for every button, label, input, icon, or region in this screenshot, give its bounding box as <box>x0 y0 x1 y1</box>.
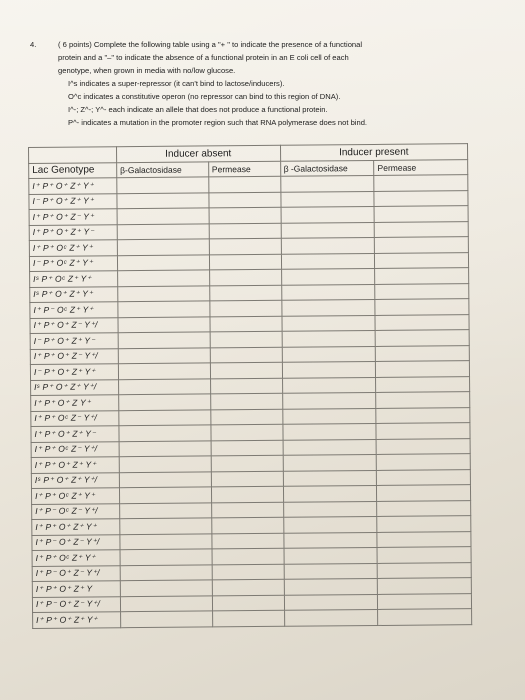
beta-gal-absent-cell[interactable] <box>119 440 211 456</box>
permease-present-cell[interactable] <box>375 314 469 330</box>
beta-gal-absent-cell[interactable] <box>118 316 210 332</box>
genotype-cell: I⁺ P⁺ O⁺ Z Y⁺ <box>31 395 119 411</box>
permease-present-cell[interactable] <box>377 469 471 485</box>
permease-present-cell[interactable] <box>377 454 471 470</box>
genotype-cell: I⁺ P⁺ O⁺ Z⁺ Y <box>32 581 120 597</box>
permease-absent-cell[interactable] <box>212 564 284 580</box>
beta-gal-absent-cell[interactable] <box>119 425 211 441</box>
permease-absent-cell[interactable] <box>211 502 283 518</box>
permease-present-cell[interactable] <box>376 376 470 392</box>
genotype-cell: I⁺ P⁻ Oᶜ Z⁺ Y⁺ <box>30 302 118 318</box>
permease-absent-cell[interactable] <box>210 316 282 332</box>
beta-gal-present-cell[interactable] <box>281 253 375 269</box>
genotype-cell: I⁺ P⁺ O⁺ Z⁺ Y⁺ <box>29 178 117 194</box>
genotype-cell: I⁺ P⁻ O⁺ Z⁻ Y⁺/ <box>32 596 120 612</box>
permease-present-cell[interactable] <box>377 547 471 563</box>
beta-gal-present-header: β -Galactosidase <box>280 160 374 176</box>
beta-gal-present-cell[interactable] <box>283 470 377 486</box>
beta-gal-absent-cell[interactable] <box>119 409 211 425</box>
inducer-present-header: Inducer present <box>280 144 468 161</box>
inducer-absent-header: Inducer absent <box>116 145 280 162</box>
question-line: I^-; Z^-; Y^- each indicate an allele that does not produce a functional protein. <box>68 105 328 114</box>
lac-genotype-header: Lac Genotype <box>29 162 117 178</box>
permease-absent-cell[interactable] <box>210 331 282 347</box>
permease-absent-cell[interactable] <box>210 378 282 394</box>
permease-absent-cell[interactable] <box>211 486 283 502</box>
beta-gal-absent-cell[interactable] <box>119 456 211 472</box>
permease-present-cell[interactable] <box>378 593 472 609</box>
beta-gal-present-cell[interactable] <box>281 315 375 331</box>
beta-gal-absent-cell[interactable] <box>118 378 210 394</box>
permease-absent-cell[interactable] <box>211 409 283 425</box>
beta-gal-absent-cell[interactable] <box>120 564 212 580</box>
beta-gal-present-cell[interactable] <box>284 594 378 610</box>
permease-absent-cell[interactable] <box>212 610 284 626</box>
lac-operon-table <box>28 143 472 628</box>
permease-present-cell[interactable] <box>378 609 472 625</box>
genotype-cell: I⁺ P⁺ Oᶜ Z⁻ Y⁺/ <box>31 410 119 426</box>
question-line: ( 6 points) Complete the following table using a "+ " to indicate the presence of a functional <box>58 40 363 49</box>
permease-absent-cell[interactable] <box>209 223 281 239</box>
permease-present-cell[interactable] <box>374 221 468 237</box>
beta-gal-present-cell[interactable] <box>284 563 378 579</box>
beta-gal-present-cell[interactable] <box>283 439 377 455</box>
beta-gal-present-cell[interactable] <box>282 346 376 362</box>
question-line: P^- indicates a mutation in the promoter region such that RNA polymerase does not bind. <box>68 118 368 127</box>
permease-present-cell[interactable] <box>375 237 469 253</box>
genotype-cell: Iˢ P⁺ O⁺ Z⁺ Y⁺/ <box>31 379 119 395</box>
beta-gal-absent-cell[interactable] <box>117 223 209 239</box>
beta-gal-absent-cell[interactable] <box>118 301 210 317</box>
beta-gal-absent-cell[interactable] <box>118 347 210 363</box>
permease-absent-cell[interactable] <box>208 176 280 192</box>
genotype-cell: I⁺ P⁺ O⁺ Z⁺ Y⁺ <box>33 612 121 628</box>
genotype-cell: I⁺ P⁺ O⁺ Z⁺ Y⁺ <box>32 519 120 535</box>
beta-gal-absent-cell[interactable] <box>120 549 212 565</box>
beta-gal-absent-cell[interactable] <box>117 192 209 208</box>
permease-present-cell[interactable] <box>375 252 469 268</box>
beta-gal-present-cell[interactable] <box>282 392 376 408</box>
beta-gal-absent-cell[interactable] <box>119 394 211 410</box>
beta-gal-absent-cell[interactable] <box>120 595 212 611</box>
permease-present-cell[interactable] <box>378 578 472 594</box>
beta-gal-absent-cell[interactable] <box>117 177 209 193</box>
permease-absent-cell[interactable] <box>211 455 283 471</box>
beta-gal-present-cell[interactable] <box>282 361 376 377</box>
genotype-cell: Iˢ P⁺ Oᶜ Z⁺ Y⁺ <box>30 271 118 287</box>
beta-gal-present-cell[interactable] <box>281 237 375 253</box>
permease-present-cell[interactable] <box>377 531 471 547</box>
beta-gal-absent-cell[interactable] <box>117 270 209 286</box>
genotype-cell: I⁺ P⁻ O⁺ Z⁻ Y⁺/ <box>32 565 120 581</box>
genotype-cell: I⁺ P⁺ Oᶜ Z⁺ Y⁺ <box>29 240 117 256</box>
question-line: genotype, when grown in media with no/low glucose. <box>58 66 236 75</box>
question-number: 4. <box>30 40 37 49</box>
beta-gal-present-cell[interactable] <box>280 175 374 191</box>
genotype-cell: I⁺ P⁻ O⁺ Z⁻ Y⁺/ <box>32 534 120 550</box>
genotype-cell: I⁺ P⁺ O⁺ Z⁻ Y⁺/ <box>30 348 118 364</box>
beta-gal-absent-cell[interactable] <box>120 518 212 534</box>
beta-gal-present-cell[interactable] <box>284 547 378 563</box>
permease-absent-cell[interactable] <box>209 285 281 301</box>
beta-gal-present-cell[interactable] <box>282 377 376 393</box>
genotype-cell: Iˢ P⁺ O⁺ Z⁺ Y⁺/ <box>31 472 119 488</box>
beta-gal-present-cell[interactable] <box>281 222 375 238</box>
beta-gal-present-cell[interactable] <box>283 485 377 501</box>
permease-absent-cell[interactable] <box>212 579 284 595</box>
beta-gal-present-cell[interactable] <box>282 423 376 439</box>
genotype-cell: I⁺ P⁺ O⁺ Z⁺ Y⁻ <box>31 426 119 442</box>
beta-gal-absent-cell[interactable] <box>117 208 209 224</box>
table-row <box>33 609 472 628</box>
genotype-cell: I⁻ P⁺ O⁺ Z⁺ Y⁺ <box>30 364 118 380</box>
genotype-cell: I⁺ P⁺ Oᶜ Z⁺ Y⁺ <box>31 488 119 504</box>
blank-header-cell <box>29 147 117 163</box>
question-block <box>30 38 500 129</box>
beta-gal-absent-cell[interactable] <box>118 285 210 301</box>
genotype-cell: I⁺ P⁺ O⁺ Z⁺ Y⁻ <box>29 224 117 240</box>
beta-gal-absent-cell[interactable] <box>120 580 212 596</box>
question-line: I^s indicates a super-repressor (it can't bind to lactose/inducers). <box>68 79 285 88</box>
beta-gal-absent-cell[interactable] <box>118 363 210 379</box>
permease-present-cell[interactable] <box>376 392 470 408</box>
beta-gal-absent-cell[interactable] <box>117 239 209 255</box>
genotype-table-body <box>29 175 472 628</box>
permease-present-cell[interactable] <box>375 268 469 284</box>
beta-gal-absent-cell[interactable] <box>119 502 211 518</box>
permease-absent-cell[interactable] <box>211 440 283 456</box>
genotype-cell: I⁺ P⁻ Oᶜ Z⁻ Y⁺/ <box>32 503 120 519</box>
beta-gal-present-cell[interactable] <box>281 284 375 300</box>
permease-absent-cell[interactable] <box>210 362 282 378</box>
permease-present-cell[interactable] <box>377 485 471 501</box>
beta-gal-absent-cell[interactable] <box>117 254 209 270</box>
permease-present-cell[interactable] <box>375 299 469 315</box>
permease-present-cell[interactable] <box>374 175 468 191</box>
beta-gal-present-cell[interactable] <box>283 516 377 532</box>
genotype-cell: I⁺ P⁺ O⁺ Z⁺ Y⁺ <box>31 457 119 473</box>
genotype-cell: I⁺ P⁺ Oᶜ Z⁺ Y⁺ <box>32 550 120 566</box>
question-line: O^c indicates a constitutive operon (no repressor can bind to this region of DNA). <box>68 92 341 101</box>
permease-present-cell[interactable] <box>374 206 468 222</box>
beta-gal-present-cell[interactable] <box>281 206 375 222</box>
permease-present-cell[interactable] <box>377 562 471 578</box>
beta-gal-absent-header: β-Galactosidase <box>117 161 209 177</box>
genotype-cell: I⁻ P⁺ O⁺ Z⁺ Y⁻ <box>30 333 118 349</box>
permease-absent-cell[interactable] <box>209 192 281 208</box>
permease-present-cell[interactable] <box>376 345 470 361</box>
permease-present-cell[interactable] <box>376 438 470 454</box>
genotype-cell: I⁺ P⁺ Oᶜ Z⁻ Y⁺/ <box>31 441 119 457</box>
beta-gal-absent-cell[interactable] <box>118 332 210 348</box>
permease-absent-cell[interactable] <box>211 517 283 533</box>
permease-absent-cell[interactable] <box>211 424 283 440</box>
permease-absent-cell[interactable] <box>210 393 282 409</box>
beta-gal-absent-cell[interactable] <box>119 471 211 487</box>
beta-gal-present-cell[interactable] <box>282 408 376 424</box>
genotype-cell: I⁺ P⁺ O⁺ Z⁻ Y⁺ <box>29 209 117 225</box>
permease-present-cell[interactable] <box>377 500 471 516</box>
permease-present-cell[interactable] <box>376 407 470 423</box>
permease-absent-cell[interactable] <box>209 269 281 285</box>
beta-gal-present-cell[interactable] <box>283 454 377 470</box>
beta-gal-present-cell[interactable] <box>280 191 374 207</box>
permease-absent-cell[interactable] <box>212 548 284 564</box>
beta-gal-present-cell[interactable] <box>282 330 376 346</box>
question-line: protein and a "–" to indicate the absence of a functional protein in an E coli cell of each <box>58 53 349 62</box>
beta-gal-present-cell[interactable] <box>283 501 377 517</box>
beta-gal-absent-cell[interactable] <box>119 487 211 503</box>
beta-gal-present-cell[interactable] <box>283 532 377 548</box>
permease-present-cell[interactable] <box>376 361 470 377</box>
permease-absent-cell[interactable] <box>209 254 281 270</box>
beta-gal-present-cell[interactable] <box>281 268 375 284</box>
permease-present-cell[interactable] <box>375 330 469 346</box>
permease-present-cell[interactable] <box>377 516 471 532</box>
permease-absent-cell[interactable] <box>209 207 281 223</box>
beta-gal-absent-cell[interactable] <box>120 533 212 549</box>
genotype-cell: I⁻ P⁺ Oᶜ Z⁺ Y⁺ <box>29 255 117 271</box>
genotype-cell: Iˢ P⁺ O⁺ Z⁺ Y⁺ <box>30 286 118 302</box>
permease-present-cell[interactable] <box>374 190 468 206</box>
permease-present-cell[interactable] <box>375 283 469 299</box>
permease-absent-cell[interactable] <box>211 471 283 487</box>
permease-absent-cell[interactable] <box>212 533 284 549</box>
question-text <box>58 38 500 129</box>
permease-absent-header: Permease <box>208 161 280 177</box>
beta-gal-present-cell[interactable] <box>284 578 378 594</box>
genotype-cell: I⁺ P⁺ O⁺ Z⁻ Y⁺/ <box>30 317 118 333</box>
beta-gal-present-cell[interactable] <box>284 609 378 625</box>
permease-present-header: Permease <box>374 159 468 175</box>
permease-absent-cell[interactable] <box>210 300 282 316</box>
permease-absent-cell[interactable] <box>212 595 284 611</box>
permease-present-cell[interactable] <box>376 423 470 439</box>
genotype-cell: I⁻ P⁺ O⁺ Z⁺ Y⁺ <box>29 193 117 209</box>
permease-absent-cell[interactable] <box>209 238 281 254</box>
permease-absent-cell[interactable] <box>210 347 282 363</box>
beta-gal-present-cell[interactable] <box>281 299 375 315</box>
beta-gal-absent-cell[interactable] <box>120 611 212 627</box>
